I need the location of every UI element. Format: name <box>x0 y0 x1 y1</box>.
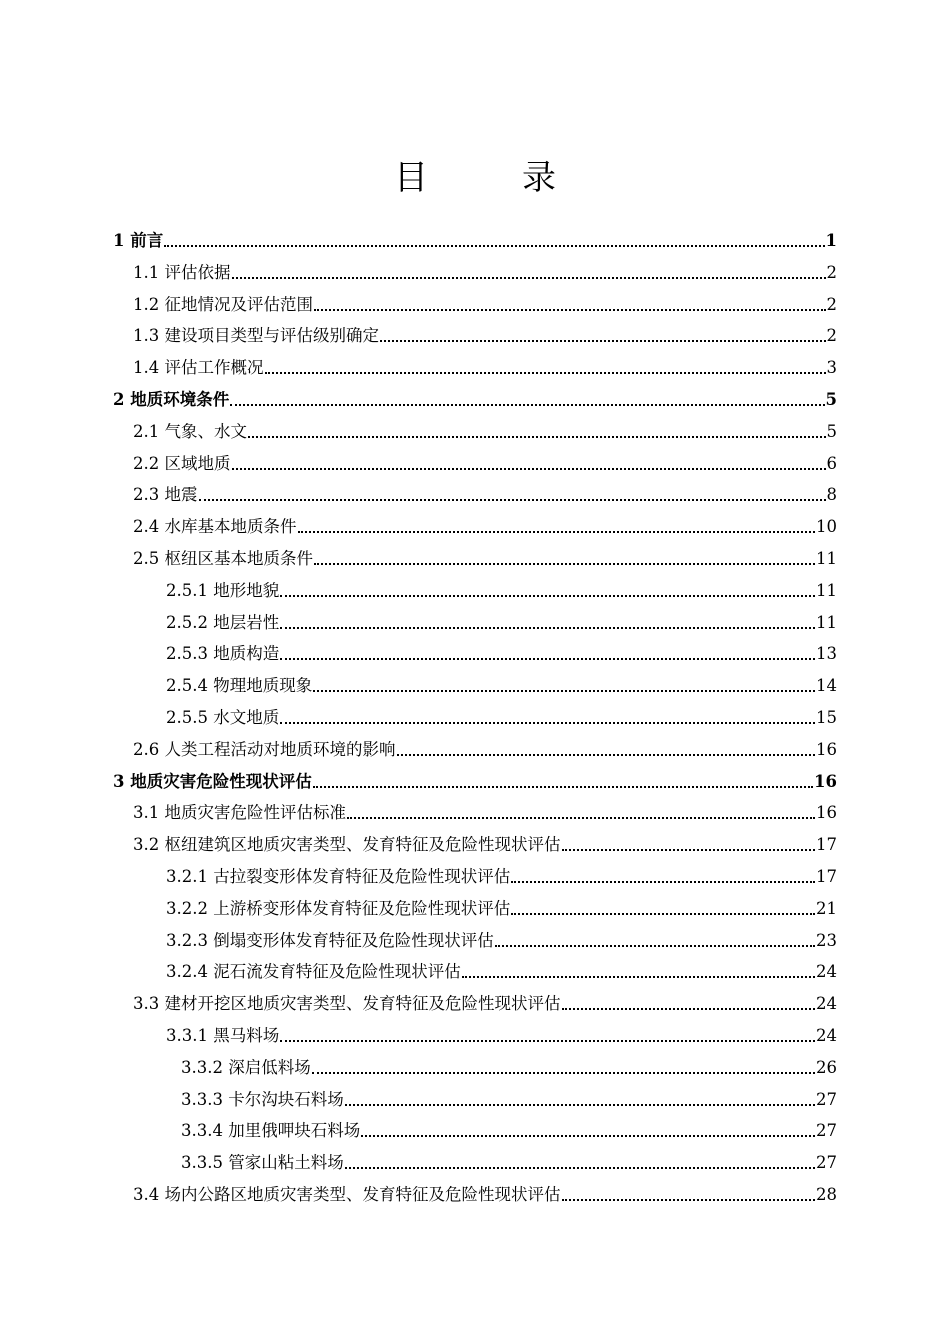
toc-entry-label: 3.3.2 深启低料场 <box>181 1057 311 1077</box>
toc-entry[interactable] <box>133 794 837 824</box>
toc-page-number: 23 <box>816 930 837 950</box>
toc-dot-leader <box>314 309 826 311</box>
toc-page-number: 14 <box>816 676 837 696</box>
toc-entry-label: 3.1 地质灾害危险性评估标准 <box>133 803 346 823</box>
toc-entry-label: 2.5.3 地质构造 <box>166 644 280 664</box>
toc-page-number: 5 <box>826 421 837 441</box>
toc-entry[interactable] <box>133 413 837 443</box>
toc-entry[interactable] <box>166 890 837 920</box>
toc-entry-label: 1.1 评估依据 <box>133 262 231 282</box>
toc-dot-leader <box>280 1040 815 1042</box>
toc-dot-leader <box>280 658 815 660</box>
toc-dot-leader <box>345 1104 815 1106</box>
toc-entry[interactable] <box>166 922 837 952</box>
toc-dot-leader <box>462 976 815 978</box>
toc-entry-label: 1.3 建设项目类型与评估级别确定 <box>133 326 379 346</box>
toc-dot-leader <box>280 722 815 724</box>
toc-entry-label: 3 地质灾害危险性现状评估 <box>113 771 312 791</box>
toc-entry[interactable] <box>181 1049 837 1079</box>
toc-dot-leader <box>265 372 826 374</box>
toc-page-number: 16 <box>816 803 837 823</box>
toc-dot-leader <box>164 245 824 247</box>
toc-entry[interactable] <box>133 349 837 379</box>
toc-dot-leader <box>313 690 815 692</box>
toc-entry-label: 2.5.1 地形地貌 <box>166 580 280 600</box>
toc-entry-label: 1 前言 <box>113 231 164 250</box>
toc-page-number: 10 <box>816 517 837 537</box>
toc-entry-label: 3.2 枢纽建筑区地质灾害类型、发育特征及危险性现状评估 <box>133 835 561 855</box>
toc-entry-label: 3.3.3 卡尔沟块石料场 <box>181 1089 344 1109</box>
toc-entry[interactable] <box>181 1081 837 1111</box>
toc-dot-leader <box>495 945 815 947</box>
toc-page-number: 11 <box>816 612 837 632</box>
toc-entry-label: 3.2.4 泥石流发育特征及危险性现状评估 <box>166 962 461 982</box>
toc-page-number: 15 <box>816 708 837 727</box>
toc-entry[interactable] <box>133 540 837 570</box>
toc-page-number: 11 <box>816 580 837 600</box>
toc-page-number: 24 <box>816 1026 837 1045</box>
toc-page-number: 3 <box>826 358 837 378</box>
toc-dot-leader <box>562 1008 816 1010</box>
toc-entry-label: 2.2 区域地质 <box>133 453 231 473</box>
toc-page-number: 2 <box>826 294 837 314</box>
toc-dot-leader <box>199 499 826 501</box>
toc-entry[interactable] <box>166 953 837 983</box>
toc-dot-leader <box>562 1199 816 1201</box>
toc-page-number: 16 <box>814 771 837 791</box>
toc-entry-label: 3.3 建材开挖区地质灾害类型、发育特征及危险性现状评估 <box>133 994 561 1014</box>
toc-entry[interactable] <box>133 985 837 1015</box>
toc-dot-leader <box>280 595 815 597</box>
toc-entry[interactable] <box>133 286 837 316</box>
toc-entry[interactable] <box>166 635 837 665</box>
toc-entry-label: 3.2.1 古拉裂变形体发育特征及危险性现状评估 <box>166 867 511 886</box>
toc-dot-leader <box>345 1167 815 1169</box>
toc-page-number: 27 <box>816 1089 837 1109</box>
toc-page-number: 21 <box>816 898 837 918</box>
toc-dot-leader <box>280 627 815 629</box>
toc-entry-label: 2.4 水库基本地质条件 <box>133 517 297 537</box>
toc-entry-label: 2.5.4 物理地质现象 <box>166 676 313 696</box>
toc-entry[interactable] <box>133 445 837 475</box>
toc-entry-label: 2.1 气象、水文 <box>133 421 247 441</box>
toc-entry-label: 3.3.4 加里俄呷块石料场 <box>181 1121 361 1141</box>
toc-page-number: 2 <box>826 326 837 346</box>
toc-page-number: 11 <box>816 549 837 568</box>
toc-page-number: 28 <box>816 1185 837 1204</box>
toc-dot-leader <box>298 531 816 533</box>
toc-entry[interactable] <box>133 317 837 347</box>
toc-page-number: 27 <box>816 1121 837 1141</box>
toc-entry-label: 2.5 枢纽区基本地质条件 <box>133 549 313 568</box>
toc-entry[interactable] <box>166 699 837 729</box>
toc-entry[interactable] <box>133 476 837 506</box>
toc-entry-label: 1.2 征地情况及评估范围 <box>133 294 313 314</box>
toc-page-number: 24 <box>816 994 837 1014</box>
toc-entry-label: 2.6 人类工程活动对地质环境的影响 <box>133 739 396 759</box>
toc-dot-leader <box>397 754 816 756</box>
toc-entry[interactable] <box>181 1144 837 1174</box>
toc-entry-label: 2.3 地震 <box>133 485 198 505</box>
toc-page-number: 26 <box>816 1057 837 1077</box>
toc-dot-leader <box>511 913 815 915</box>
toc-page-number: 24 <box>816 962 837 982</box>
toc-dot-leader <box>361 1135 815 1137</box>
toc-dot-leader <box>380 340 826 342</box>
toc-page-number: 2 <box>826 262 837 282</box>
toc-dot-leader <box>313 786 813 788</box>
toc-entry[interactable] <box>166 858 837 888</box>
toc-entry[interactable] <box>166 667 837 697</box>
toc-dot-leader <box>248 436 826 438</box>
toc-entry[interactable] <box>166 1017 837 1047</box>
toc-dot-leader <box>562 849 816 851</box>
toc-entry-label: 3.2.3 倒塌变形体发育特征及危险性现状评估 <box>166 930 494 950</box>
toc-page-number: 5 <box>825 390 837 409</box>
toc-entry-label: 2.5.2 地层岩性 <box>166 612 280 632</box>
toc-entry[interactable] <box>133 826 837 856</box>
toc-entry-label: 3.3.1 黑马料场 <box>166 1026 280 1045</box>
toc-entry[interactable] <box>133 1176 837 1206</box>
toc-page-number: 17 <box>816 867 837 886</box>
toc-entry-label: 2 地质环境条件 <box>113 390 230 409</box>
toc-entry-label: 3.2.2 上游桥变形体发育特征及危险性现状评估 <box>166 898 511 918</box>
toc-dot-leader <box>230 404 824 406</box>
toc-page-number: 6 <box>826 453 837 473</box>
toc-entry[interactable] <box>133 254 837 284</box>
toc-entry-label: 2.5.5 水文地质 <box>166 708 280 727</box>
toc-page-number: 17 <box>816 835 837 855</box>
toc-entry[interactable] <box>181 1112 837 1142</box>
toc-entry[interactable] <box>166 572 837 602</box>
toc-dot-leader <box>347 817 815 819</box>
toc-entry[interactable] <box>133 731 837 761</box>
toc-entry[interactable] <box>113 222 837 252</box>
toc-entry[interactable] <box>113 763 837 793</box>
toc-entry[interactable] <box>166 604 837 634</box>
toc-entry-label: 3.3.5 管家山粘土料场 <box>181 1153 344 1173</box>
toc-entry[interactable] <box>113 381 837 411</box>
toc-entry-label: 3.4 场内公路区地质灾害类型、发育特征及危险性现状评估 <box>133 1185 561 1204</box>
toc-page-number: 27 <box>816 1153 837 1173</box>
toc-dot-leader <box>232 277 826 279</box>
toc-dot-leader <box>511 881 815 883</box>
toc-dot-leader <box>314 563 815 565</box>
toc-entry[interactable] <box>133 508 837 538</box>
toc-page-number: 8 <box>826 485 837 505</box>
toc-page-number: 13 <box>816 644 837 664</box>
toc-page-number: 16 <box>816 739 837 759</box>
toc-dot-leader <box>312 1072 815 1074</box>
toc-page-number: 1 <box>825 231 837 250</box>
toc-dot-leader <box>232 468 826 470</box>
toc-title: 目 录 <box>394 158 586 198</box>
toc-entry-label: 1.4 评估工作概况 <box>133 358 264 378</box>
